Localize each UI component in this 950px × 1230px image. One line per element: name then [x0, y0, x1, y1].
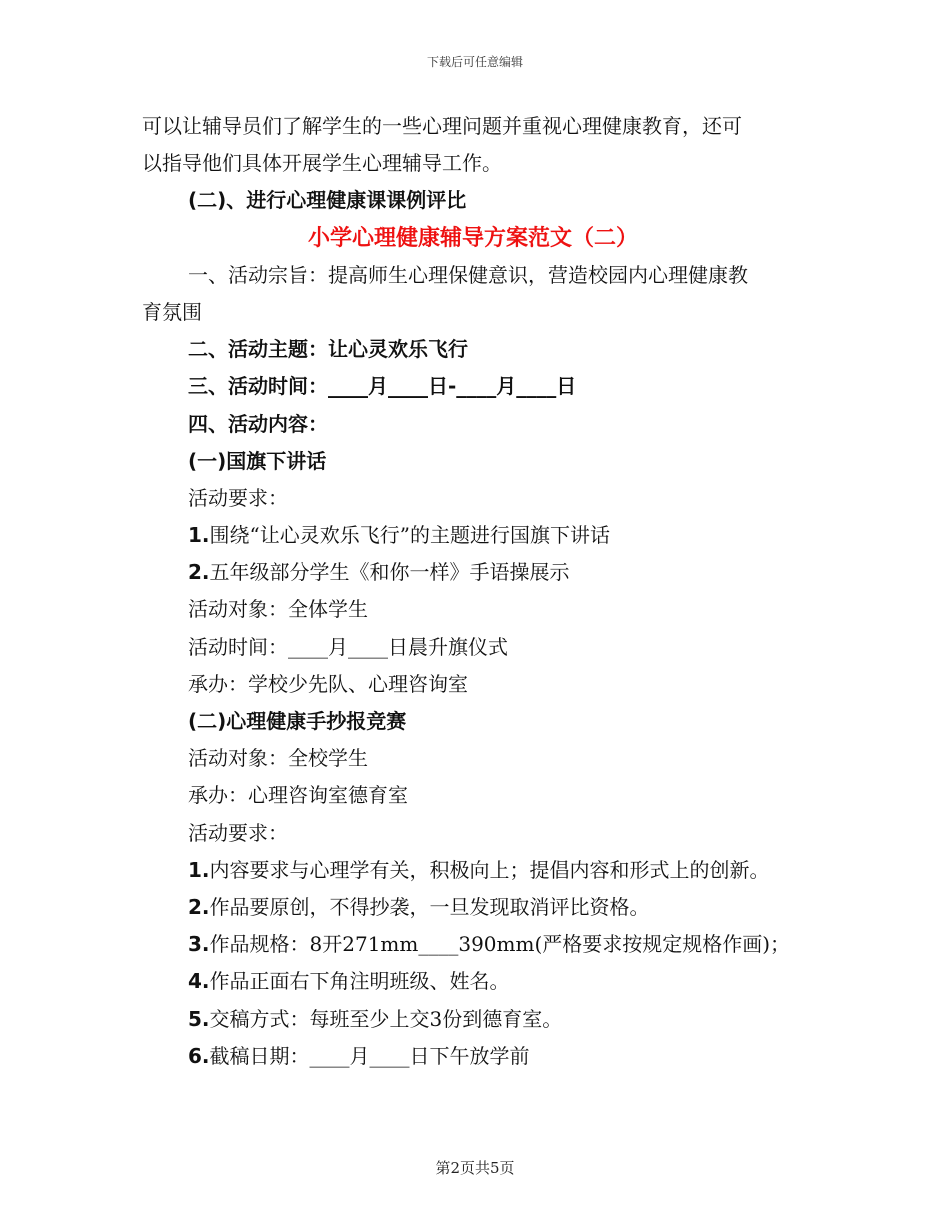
list-item-text: 内容要求与心理学有关，积极向上；提倡内容和形式上的创新。 [209, 857, 770, 882]
list-item-text: 交稿方式：每班至少上交3份到德育室。 [209, 1006, 563, 1031]
section-heading: 二、活动主题：让心灵欢乐飞行 [188, 337, 468, 362]
list-number: 3. [188, 932, 210, 957]
list-number: 1. [188, 857, 210, 882]
paragraph-line: 承办：心理咨询室德育室 [188, 783, 408, 808]
section-heading: 四、活动内容： [188, 411, 328, 436]
list-item [142, 554, 814, 591]
list-item [142, 852, 814, 889]
paragraph-line: 可以让辅导员们了解学生的一些心理问题并重视心理健康教育，还可 [142, 114, 742, 138]
list-item-text: 作品要原创，不得抄袭，一旦发现取消评比资格。 [209, 894, 650, 919]
section-heading: 三、活动时间：____月____日-____月____日 [188, 374, 577, 399]
list-item-text: 围绕“让心灵欢乐飞行”的主题进行国旗下讲话 [209, 523, 610, 548]
paragraph-line: 育氛围 [142, 299, 202, 324]
paragraph-line: 承办：学校少先队、心理咨询室 [188, 671, 468, 696]
page-header-note: 下载后可任意编辑 [426, 55, 523, 69]
list-item [142, 1001, 814, 1038]
subsection-heading: (一)国旗下讲话 [188, 448, 327, 473]
paragraph-line: 活动要求： [188, 485, 288, 510]
list-item-text: 作品规格：8开271mm____390mm(严格要求按规定规格作画)； [209, 932, 791, 957]
document-body [142, 108, 814, 1075]
paragraph-line: 活动时间：____月____日晨升旗仪式 [188, 634, 508, 659]
list-item-text: 截稿日期：____月____日下午放学前 [209, 1043, 530, 1068]
list-item [142, 517, 814, 554]
paragraph-line: 活动对象：全校学生 [188, 746, 368, 771]
paragraph-line: 以指导他们具体开展学生心理辅导工作。 [142, 151, 502, 176]
list-number: 5. [188, 1006, 210, 1031]
list-item [142, 926, 814, 963]
list-item-text: 作品正面右下角注明班级、姓名。 [209, 969, 510, 994]
page-footer-page-number: 第2页共5页 [435, 1159, 515, 1177]
document-title: 小学心理健康辅导方案范文（二） [307, 225, 638, 251]
subsection-heading: (二)心理健康手抄报竞赛 [188, 709, 407, 733]
list-number: 1. [188, 523, 210, 548]
list-item [142, 963, 814, 1000]
list-number: 2. [188, 560, 210, 585]
list-number: 2. [188, 894, 210, 919]
list-number: 4. [188, 969, 210, 994]
list-number: 6. [188, 1043, 210, 1068]
section-heading: (二)、进行心理健康课课例评比 [188, 188, 467, 213]
paragraph-line: 一、活动宗旨：提高师生心理保健意识，营造校园内心理健康教 [188, 262, 748, 287]
list-item [142, 889, 814, 926]
paragraph-line: 活动要求： [188, 820, 288, 845]
list-item-text: 五年级部分学生《和你一样》手语操展示 [209, 560, 570, 585]
list-item [142, 1038, 814, 1075]
paragraph-line: 活动对象：全体学生 [188, 597, 368, 622]
